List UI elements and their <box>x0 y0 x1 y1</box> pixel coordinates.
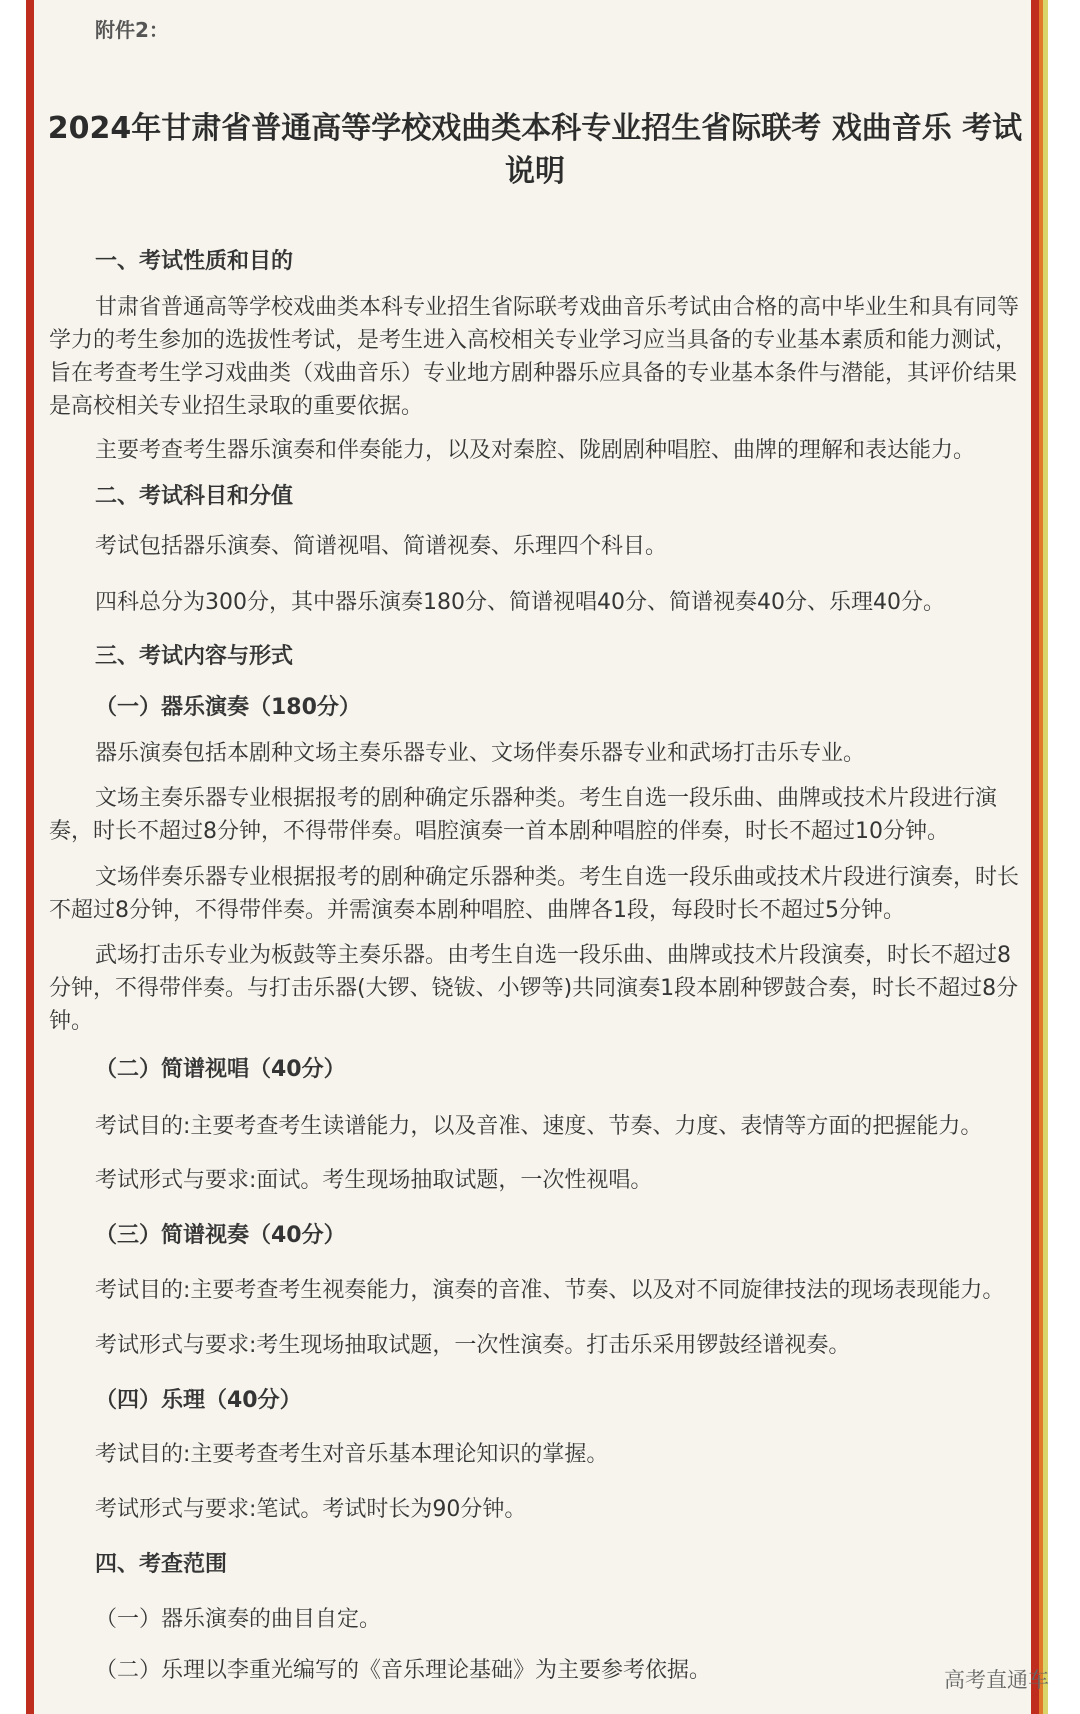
paragraph: 文场主奏乐器专业根据报考的剧种确定乐器种类。考生自选一段乐曲、曲牌或技术片段进行演奏，时长不超过8分钟，不得带伴奏。唱腔演奏一首本剧种唱腔的伴奏，时长不超过10分钟。 <box>49 786 998 844</box>
section-heading-1: 一、考试性质和目的 <box>95 249 294 274</box>
section-heading-2: 二、考试科目和分值 <box>95 484 294 509</box>
section-heading-3: 三、考试内容与形式 <box>95 644 294 669</box>
paragraph: 甘肃省普通高等学校戏曲类本科专业招生省际联考戏曲音乐考试由合格的高中毕业生和具有同等学力的考生参加的选拔性考试，是考生进入高校相关专业学习应当具备的专业基本素质和能力测试，旨在考查考生学习戏曲类（戏曲音乐）专业地方剧种器乐应具备的专业基本条件与潜能，其评价结果是高校相关专业招生录取的重要依据。 <box>49 295 1020 419</box>
paragraph: 考试目的:主要考查考生视奏能力，演奏的音准、节奏、以及对不同旋律技法的现场表现能力。 <box>95 1278 1005 1303</box>
paragraph: 考试目的:主要考查考生读谱能力，以及音准、速度、节奏、力度、表情等方面的把握能力。 <box>95 1114 983 1139</box>
paragraph: 考试形式与要求:考生现场抽取试题，一次性演奏。打击乐采用锣鼓经谱视奏。 <box>95 1333 851 1358</box>
border-stripe-yellow <box>1043 0 1048 1714</box>
watermark: 高考直通车 <box>944 1668 1049 1692</box>
subsection-heading: （四）乐理（40分） <box>95 1388 302 1413</box>
paragraph: （一）器乐演奏的曲目自定。 <box>95 1607 382 1632</box>
paragraph: 考试包括器乐演奏、简谱视唱、简谱视奏、乐理四个科目。 <box>95 534 668 559</box>
paragraph: 文场伴奏乐器专业根据报考的剧种确定乐器种类。考生自选一段乐曲或技术片段进行演奏，时长不超过8分钟，不得带伴奏。并需演奏本剧种唱腔、曲牌各1段，每段时长不超过5分钟。 <box>49 865 1020 923</box>
paragraph: 主要考查考生器乐演奏和伴奏能力，以及对秦腔、陇剧剧种唱腔、曲牌的理解和表达能力。 <box>95 438 976 463</box>
attachment-label: 附件2： <box>95 18 169 42</box>
paragraph: 器乐演奏包括本剧种文场主奏乐器专业、文场伴奏乐器专业和武场打击乐专业。 <box>95 741 866 766</box>
document-title: 2024年甘肃省普通高等学校戏曲类本科专业招生省际联考 戏曲音乐 考试说明 <box>47 111 1023 189</box>
subsection-heading: （三）简谱视奏（40分） <box>95 1223 346 1248</box>
section-heading-4: 四、考查范围 <box>95 1552 228 1577</box>
paragraph: 四科总分为300分，其中器乐演奏180分、简谱视唱40分、简谱视奏40分、乐理40分。 <box>95 590 945 615</box>
paragraph: 考试形式与要求:面试。考生现场抽取试题，一次性视唱。 <box>95 1168 653 1193</box>
subsection-heading: （一）器乐演奏（180分） <box>95 695 361 720</box>
paragraph: （二）乐理以李重光编写的《音乐理论基础》为主要参考依据。 <box>95 1658 712 1683</box>
paragraph: 考试目的:主要考查考生对音乐基本理论知识的掌握。 <box>95 1442 609 1467</box>
subsection-heading: （二）简谱视唱（40分） <box>95 1057 346 1082</box>
paragraph: 武场打击乐专业为板鼓等主奏乐器。由考生自选一段乐曲、曲牌或技术片段演奏，时长不超过8分钟，不得带伴奏。与打击乐器(大锣、铙钹、小锣等)共同演奏1段本剧种锣鼓合奏，时长不超过8分钟。 <box>49 943 1019 1034</box>
paragraph: 考试形式与要求:笔试。考试时长为90分钟。 <box>95 1497 527 1522</box>
